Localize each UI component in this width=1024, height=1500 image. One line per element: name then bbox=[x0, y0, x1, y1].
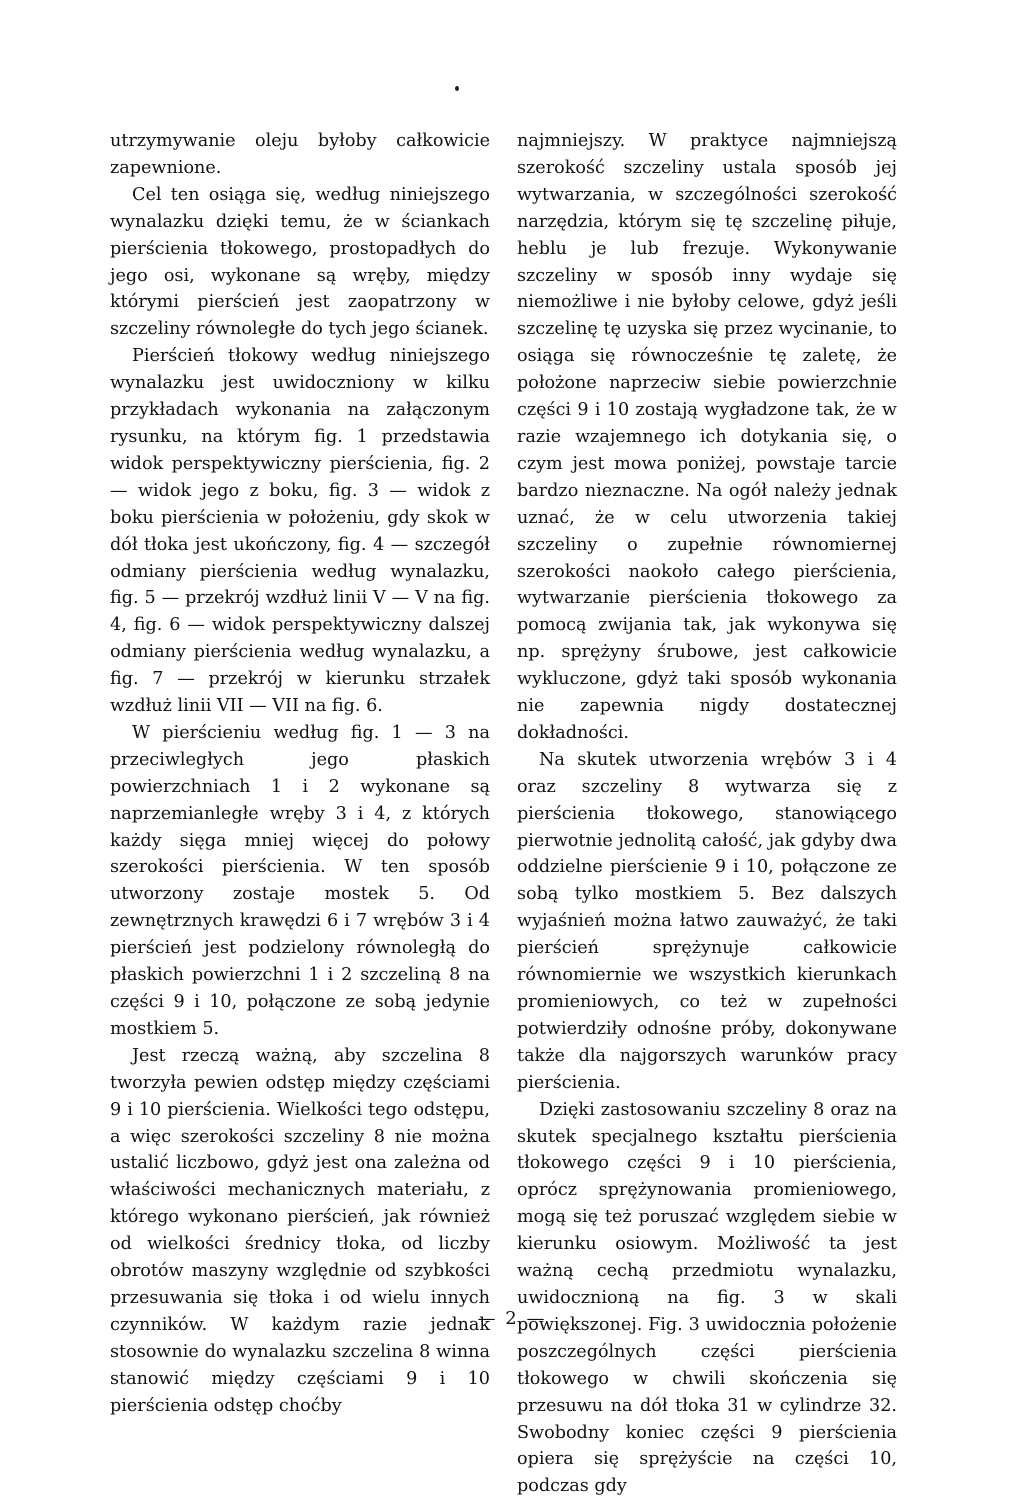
left-paragraph-1: utrzymywanie oleju byłoby całkowicie zapewnione. bbox=[110, 131, 490, 178]
left-paragraph-2: Cel ten osiąga się, według niniejszego wynalazku dzięki temu, że w ściankach pierścienia tłokowego, prostopadłych do jego osi, wykonane są wręby, między którymi pierścień jest zaopatrzony w szczeliny równoległe do tych jego ścianek. bbox=[110, 184, 490, 340]
left-column bbox=[110, 128, 490, 1420]
right-column bbox=[517, 128, 897, 1500]
right-paragraph-1: najmniejszy. W praktyce najmniejszą szerokość szczeliny ustala sposób jej wytwarzania, w szczególności szerokość narzędzia, którym się tę szczelinę piłuje, heblu je lub frezuje. Wykonywanie szczeliny w sposób inny wydaje się niemożliwe i nie byłoby celowe, gdyż jeśli szczelinę tę uzyska się przez wycinanie, to osiąga się równocześnie tę zaletę, że położone naprzeciw siebie powierzchnie części 9 i 10 zostają wygładzone tak, że w razie wzajemnego ich dotykania się, o czym jest mowa poniżej, powstaje tarcie bardzo nieznaczne. Na ogół należy jednak uznać, że w celu utworzenia takiej szczeliny o zupełnie równomiernej szerokości naokoło całego pierścienia, wytwarzanie pierścienia tłokowego za pomocą zwijania tak, jak wykonywa się np. sprężyny śrubowe, jest całkowicie wykluczone, gdyż taki sposób wykonania nie zapewnia nigdy dostatecznej dokładności. bbox=[517, 131, 897, 743]
right-paragraph-3: Dzięki zastosowaniu szczeliny 8 oraz na skutek specjalnego kształtu pierścienia tłokowego części 9 i 10 pierścienia, oprócz sprężynowania promieniowego, mogą się też poruszać względem siebie w kierunku osiowym. Możliwość ta jest ważną cechą przedmiotu wynalazku, uwidocznioną na fig. 3 w skali powiększonej. Fig. 3 uwidocznia położenie poszczególnych części pierścienia tłokowego w chwili skończenia się przesuwu na dół tłoka 31 w cylindrze 32. Swobodny koniec części 9 pierścienia opiera się sprężyście na części 10, podczas gdy bbox=[517, 1099, 897, 1497]
right-paragraph-2: Na skutek utworzenia wrębów 3 i 4 oraz szczeliny 8 wytwarza się z pierścienia tłokowego, stanowiącego pierwotnie jednolitą całość, jak gdyby dwa oddzielne pierścienie 9 i 10, połączone ze sobą tylko mostkiem 5. Bez dalszych wyjaśnień można łatwo zauważyć, że taki pierścień sprężynuje całkowicie równomiernie we wszystkich kierunkach promieniowych, co też w zupełności potwierdziły odnośne próby, dokonywane także dla najgorszych warunków pracy pierścienia. bbox=[517, 749, 897, 1093]
print-speck bbox=[455, 86, 459, 91]
page-number: — 2 — bbox=[477, 1308, 547, 1329]
left-paragraph-4: W pierścieniu według fig. 1 — 3 na przeciwległych jego płaskich powierzchniach 1 i 2 wykonane są naprzemianległe wręby 3 i 4, z których każdy sięga mniej więcej do połowy szerokości pierścienia. W ten sposób utworzony zostaje mostek 5. Od zewnętrznych krawędzi 6 i 7 wrębów 3 i 4 pierścień jest podzielony równoległą do płaskich powierzchni 1 i 2 szczeliną 8 na części 9 i 10, połączone ze sobą jedynie mostkiem 5. bbox=[110, 722, 490, 1039]
left-paragraph-5: Jest rzeczą ważną, aby szczelina 8 tworzyła pewien odstęp między częściami 9 i 10 pierścienia. Wielkości tego odstępu, a więc szerokości szczeliny 8 nie można ustalić liczbowo, gdyż jest ona zależna od właściwości mechanicznych materiału, z którego wykonano pierścień, jak również od wielkości średnicy tłoka, od liczby obrotów maszyny względnie od szybkości przesuwania się tłoka i od wielu innych czynników. W każdym razie jednak stosownie do wynalazku szczelina 8 winna stanowić między częściami 9 i 10 pierścienia odstęp choćby bbox=[110, 1045, 490, 1416]
left-paragraph-3: Pierścień tłokowy według niniejszego wynalazku jest uwidoczniony w kilku przykładach wykonania na załączonym rysunku, na którym fig. 1 przedstawia widok perspektywiczny pierścienia, fig. 2 — widok jego z boku, fig. 3 — widok z boku pierścienia w położeniu, gdy skok w dół tłoka jest ukończony, fig. 4 — szczegół odmiany pierścienia według wynalazku, fig. 5 — przekrój wzdłuż linii V — V na fig. 4, fig. 6 — widok perspektywiczny dalszej odmiany pierścienia według wynalazku, a fig. 7 — przekrój w kierunku strzałek wzdłuż linii VII — VII na fig. 6. bbox=[110, 346, 490, 717]
